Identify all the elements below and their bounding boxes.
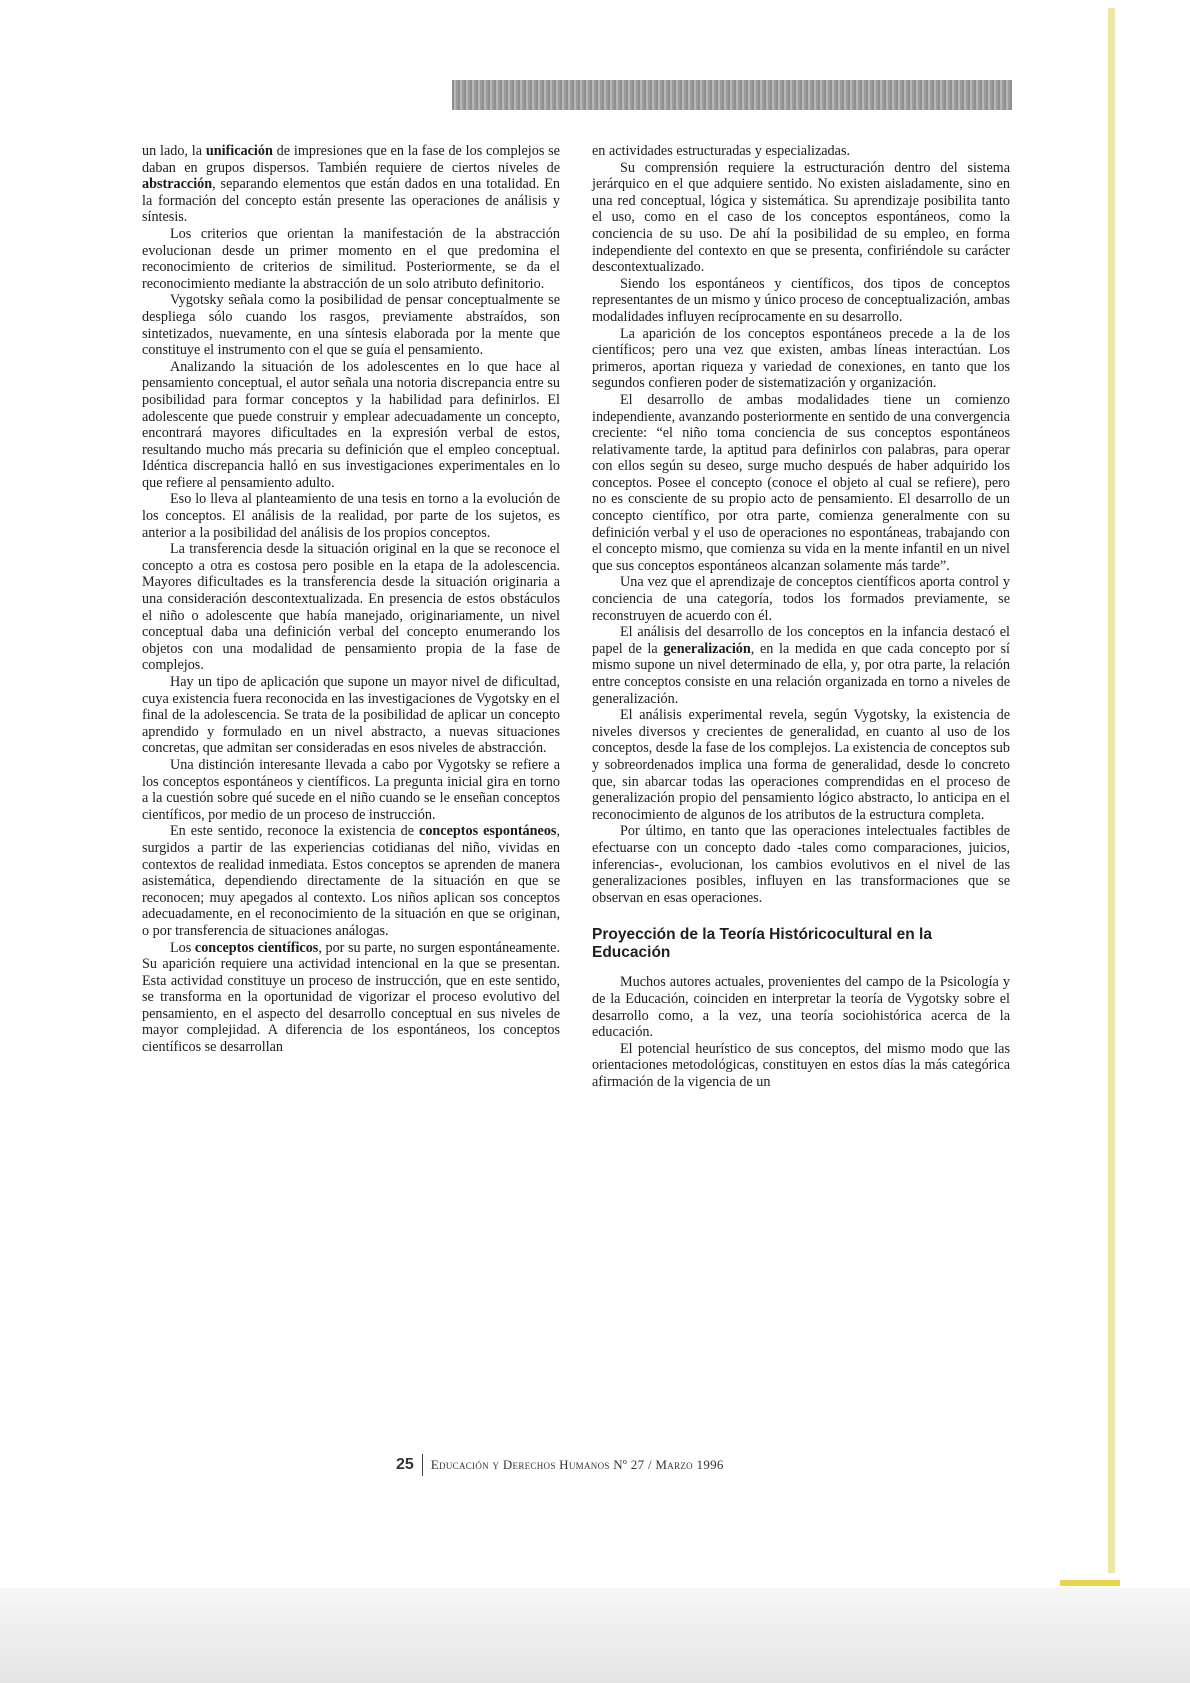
paragraph: [142, 674, 560, 757]
header-decorative-bar: [452, 80, 1012, 110]
paragraph: [142, 757, 560, 823]
paragraph: [142, 823, 560, 939]
paragraph-text: Analizando la situación de los adolescentes en lo que hace al pensamiento conceptual, el autor señala una notoria discrepancia entre su posibilidad para formar conceptos y la habilidad para definirlos. El adolescente que puede construir y emplear adecuadamente un concepto, encontrará mayores dificultades en la expresión verbal de estos, resultando mucho más precaria su definición que el empleo conceptual. Idéntica discrepancia halló en sus investigaciones experimentales en lo que refiere al pensamiento adulto.: [142, 358, 560, 491]
paragraph-text: , surgidos a partir de las experiencias cotidianas del niño, vividas en contextos de realidad inmediata. Estos conceptos se aprenden de manera asistemática, dependiendo directamente de la situación en que se reconocen; muy apegados al contexto. Los niños aplican sos conceptos adecuadamente, en el reconocimiento de la situación en que se originan, o por transferencia de situaciones análogas.: [142, 823, 560, 939]
paragraph: [142, 541, 560, 674]
scan-shadow: [0, 1588, 1190, 1683]
paragraph: [142, 940, 560, 1056]
paragraph-text: Hay un tipo de aplicación que supone un mayor nivel de dificultad, cuya existencia fuera reconocida en las investigaciones de Vygotsky en el final de la adolescencia. Se trata de la posibilidad de aplicar un concepto aprendido y formulado en un nivel abstracto, a nuevas situaciones concretas, que admitan ser consideradas en esos niveles de abstracción.: [142, 674, 560, 757]
journal-reference: Educación y Derechos Humanos Nº 27 / Marzo 1996: [430, 1457, 724, 1472]
paragraph-text: El análisis del desarrollo de los conceptos en la infancia destacó el papel de la: [592, 624, 1010, 657]
paragraph: [142, 292, 560, 358]
bold-term: generalización: [663, 640, 751, 657]
paragraph-text: Los criterios que orientan la manifestación de la abstracción evolucionan desde un primer momento en el que predomina el reconocimiento de criterios de similitud. Posteriormente, se da el reconocimiento mediante la abstracción de un solo atributo definitorio.: [142, 225, 560, 292]
paragraph-text: de impresiones que en la fase de los complejos se daban en grupos dispersos. También requiere de ciertos niveles de: [142, 143, 560, 176]
right-column: [592, 143, 1010, 1090]
paragraph-text: El desarrollo de ambas modalidades tiene un comienzo independiente, avanzando posteriormente en sentido de una convergencia creciente: “el niño toma conciencia de sus conceptos espontáneos relativamente tarde, la aptitud para definirlos con palabras, para operar con ellos según su deseo, surge mucho después de haber adquirido los conceptos. Posee el concepto (conoce el objeto al cual se refiere), pero no es consciente de su propio acto de pensamiento. El desarrollo de un concepto científico, por otra parte, comienza generalmente con su definición verbal y el uso de operaciones no espontáneas, trabajando con el concepto mismo, que comienza su vida en la mente infantil en un nivel que sus conceptos espontáneos alcanzan solamente más tarde”.: [592, 391, 1010, 574]
section-heading: Proyección de la Teoría Históricocultural en la Educación: [592, 926, 932, 962]
paragraph: [592, 574, 1010, 624]
paragraph: [592, 392, 1010, 575]
bold-term: unificación: [205, 143, 273, 159]
paragraph-text: , separando elementos que están dados en una totalidad. En la formación del concepto están presente las operaciones de análisis y síntesis.: [142, 176, 560, 226]
paragraph-text: un lado, la: [142, 143, 206, 159]
paragraph-text: Por último, en tanto que las operaciones intelectuales factibles de efectuarse con un concepto dado -tales como comparaciones, juicios, inferencias-, evolucionan, los cambios evolutivos en el nivel de las generalizaciones posibles, influyen en las transformaciones que se observan en esas operaciones.: [592, 823, 1010, 906]
page-number: 25: [396, 1454, 423, 1476]
paragraph: [592, 823, 1010, 906]
left-column: [142, 143, 560, 1056]
paragraph: [142, 491, 560, 541]
paragraph: [592, 624, 1010, 707]
paragraph-text: Eso lo lleva al planteamiento de una tesis en torno a la evolución de los conceptos. El análisis de la realidad, por parte de los sujetos, es anterior a la posibilidad del análisis de los propios conceptos.: [142, 491, 560, 541]
paragraph-text: en actividades estructuradas y especializadas.: [592, 143, 851, 159]
paragraph: [592, 143, 1010, 160]
paragraph-text: , por su parte, no surgen espontáneamente. Su aparición requiere una actividad intencional en la que se presentan. Esta actividad constituye un proceso de instrucción, que en este sentido, se transforma en la oportunidad de vigorizar el proceso evolutivo del pensamiento, en el aspecto del desarrollo conceptual en sus niveles de mayor complejidad. A diferencia de los espontáneos, los conceptos científicos se desarrollan: [142, 939, 561, 1056]
paragraph: [142, 359, 560, 492]
paragraph-text: El análisis experimental revela, según Vygotsky, la existencia de niveles diversos y crecientes de generalidad, en cuanto al uso de los conceptos, desde la fase de los complejos. La existencia de conceptos sub y sobreordenados implica una forma de generalidad, desde lo concreto que, sin abarcar todas las operaciones comprendidas en el proceso de generalización propio del pensamiento lógico abstracto, lo anticipa en el reconocimiento de algunos de los atributos de la estructura completa.: [592, 707, 1010, 823]
article-page: [142, 143, 1010, 1443]
paragraph-text: , en la medida en que cada concepto por sí mismo supone un nivel determinado de ella, y, por otra parte, la relación entre conceptos consiste en una relación organizada en torno a niveles de generalización.: [592, 640, 1010, 707]
paragraph-text: El potencial heurístico de sus conceptos, del mismo modo que las orientaciones metodológicas, constituyen en estos días la más categórica afirmación de la vigencia de un: [592, 1040, 1010, 1090]
paragraph: [142, 226, 560, 292]
paragraph-text: Los: [170, 939, 195, 956]
paragraph-text: En este sentido, reconoce la existencia de: [170, 823, 420, 840]
paragraph-text: Una distinción interesante llevada a cabo por Vygotsky se refiere a los conceptos espontáneos y científicos. La pregunta inicial gira en torno a la cuestión sobre qué sucede en el niño cuando se le enseñan conceptos científicos, por medio de un proceso de instrucción.: [142, 756, 560, 823]
bold-term: conceptos espontáneos: [419, 823, 557, 840]
page-edge-bottom: [1060, 1580, 1120, 1586]
paragraph: [592, 974, 1010, 1040]
page-edge: [1108, 8, 1115, 1573]
paragraph-text: Muchos autores actuales, provenientes del campo de la Psicología y de la Educación, coinciden en interpretar la teoría de Vygotsky sobre el desarrollo como, a la vez, una teoría sociohistórica acerca de la educación.: [592, 974, 1010, 1041]
bold-term: abstracción: [142, 176, 213, 193]
paragraph-text: Su comprensión requiere la estructuración dentro del sistema jerárquico en el que adquiere sentido. No existen aisladamente, sino en una red conceptual, lógica y sistemática. Su aprendizaje posibilita tanto el uso, como en el caso de los conceptos espontáneos, como la conciencia de su uso. De ahí la posibilidad de su empleo, en forma independiente del contexto en que se presenta, confiriéndole su carácter descontextualizado.: [592, 159, 1010, 276]
bold-term: conceptos científicos: [194, 939, 319, 956]
paragraph-text: Una vez que el aprendizaje de conceptos científicos aporta control y conciencia de una categoría, todos los formados previamente, se reconstruyen de acuerdo con él.: [592, 574, 1010, 624]
paragraph: [592, 707, 1010, 823]
paragraph: [592, 276, 1010, 326]
paragraph: [592, 1041, 1010, 1091]
paragraph: [142, 143, 560, 226]
paragraph-text: Siendo los espontáneos y científicos, dos tipos de conceptos representantes de un mismo y único proceso de conceptualización, ambas modalidades influyen recíprocamente en su desarrollo.: [592, 275, 1010, 325]
paragraph-text: Vygotsky señala como la posibilidad de pensar conceptualmente se despliega sólo cuando los rasgos, previamente abstraídos, son sintetizados, nuevamente, en una síntesis elaborada por la mente que constituye el instrumento con el que se guía el pensamiento.: [142, 292, 560, 359]
paragraph: [592, 160, 1010, 276]
paragraph: [592, 326, 1010, 392]
page-footer: [396, 1450, 816, 1480]
paragraph-text: La aparición de los conceptos espontáneos precede a la de los científicos; pero una vez que existen, ambas líneas interactúan. Los primeros, aportan riqueza y variedad de conexiones, en tanto que los segundos confieren poder de sistematización y organización.: [592, 325, 1010, 392]
paragraph-text: La transferencia desde la situación original en la que se reconoce el concepto a otra es costosa pero posible en la etapa de la adolescencia. Mayores dificultades es la transferencia desde la situación originaria a una consideración descontextualizada. En presencia de estos obstáculos el niño o adolescente que había manejado, originariamente, un nivel conceptual daba una definición verbal del concepto enumerando los objetos con una modalidad de pensamiento propia de la fase de complejos.: [142, 541, 560, 674]
